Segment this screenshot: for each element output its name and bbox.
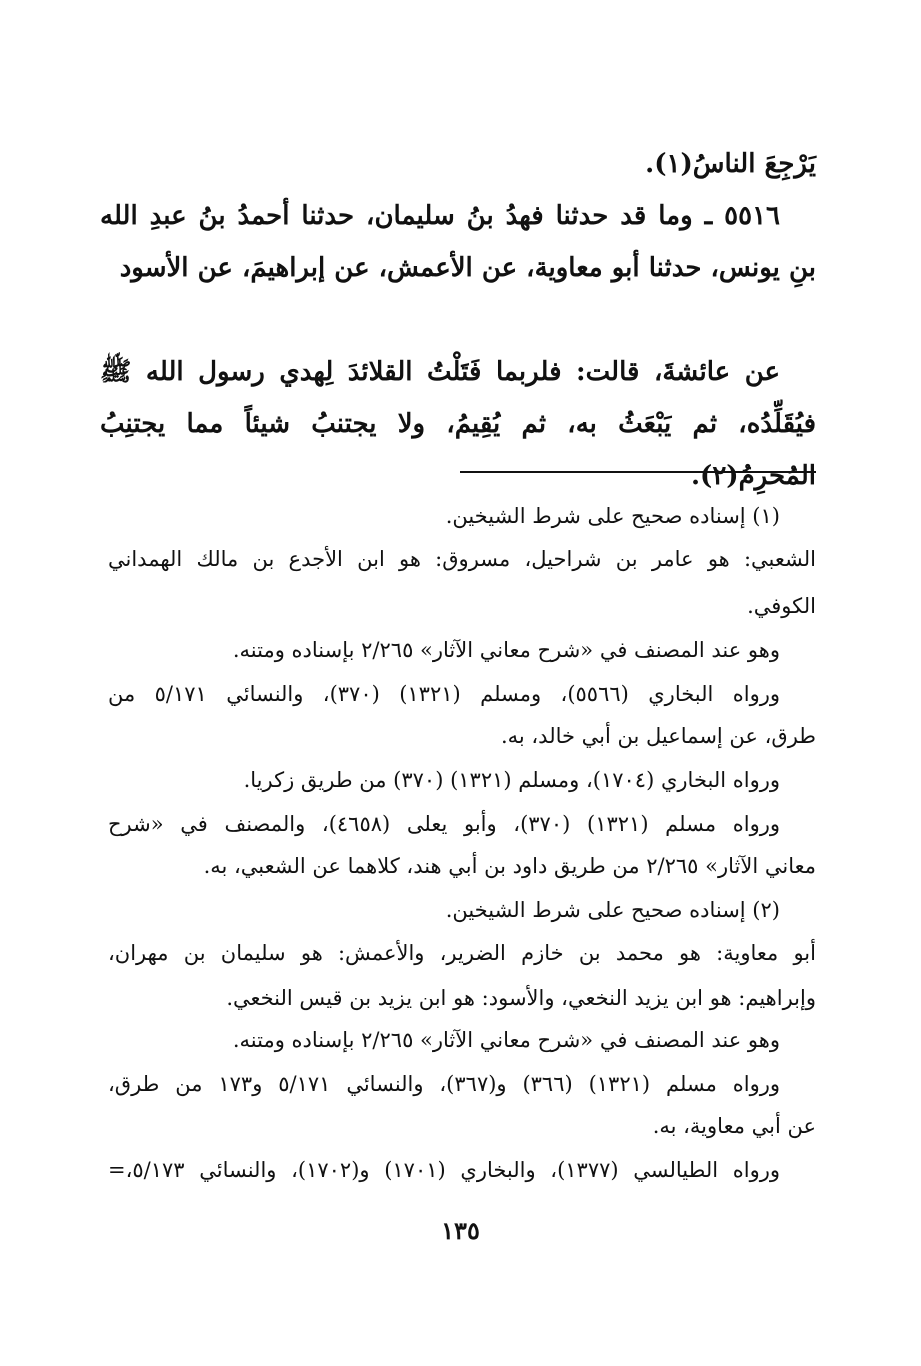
footnote-line: ورواه البخاري (١٧٠٤)، ومسلم (١٣٢١) (٣٧٠) من طريق زكريا. — [243, 768, 780, 792]
main-paragraph-matn: عن عائشةَ، قالت: فلربما فَتَلْتُ القلائدَ لِهدي رسول الله ﷺ فيُقَلِّدُه، ثم يَبْعَثُ به، ثم يُقِيمُ، ولا يجتنبُ شيئاً مما يجتنِبُ المُحرِمُ(٢). — [100, 357, 816, 491]
footnote-line: ورواه البخاري (٥٥٦٦)، ومسلم (١٣٢١) (٣٧٠)، والنسائي ٥/١٧١ من — [108, 682, 780, 706]
footnote-line: وهو عند المصنف في «شرح معاني الآثار» ٢/٢٦٥ بإسناده ومتنه. — [232, 1028, 780, 1052]
footnote-line: معاني الآثار» ٢/٢٦٥ من طريق داود بن أبي هند، كلاهما عن الشعبي، به. — [203, 854, 816, 878]
footnote-line: عن أبي معاوية، به. — [652, 1114, 816, 1138]
footnote-line: أبو معاوية: هو محمد بن خازم الضرير، والأعمش: هو سليمان بن مهران، — [108, 941, 816, 965]
footnote-line: الشعبي: هو عامر بن شراحيل، مسروق: هو ابن الأجدع بن مالك الهمداني — [108, 547, 816, 571]
main-paragraph-1: يَرْجِعَ الناسُ(١). — [645, 149, 816, 179]
footnote-line: ورواه مسلم (١٣٢١) (٣٧٠)، وأبو يعلى (٤٦٥٨)، والمصنف في «شرح — [108, 812, 781, 836]
footnote-line: وإبراهيم: هو ابن يزيد النخعي، والأسود: هو ابن يزيد بن قيس النخعي. — [226, 986, 816, 1010]
footnote-line: طرق، عن إسماعيل بن أبي خالد، به. — [500, 724, 816, 748]
footnote-1-header: (١) إسناده صحيح على شرط الشيخين. — [445, 504, 780, 528]
footnote-2-header: (٢) إسناده صحيح على شرط الشيخين. — [445, 898, 780, 922]
footnote-line: وهو عند المصنف في «شرح معاني الآثار» ٢/٢٦٥ بإسناده ومتنه. — [232, 638, 780, 662]
footnote-line: ورواه الطيالسي (١٣٧٧)، والبخاري (١٧٠١) و(١٧٠٢)، والنسائي ٥/١٧٣،= — [108, 1158, 781, 1182]
main-paragraph-hadith-5516: ٥٥١٦ ـ وما قد حدثنا فهدُ بنُ سليمان، حدثنا أحمدُ بنُ عبدِ الله بنِ يونس، حدثنا أبو معاوية، عن الأعمش، عن إبراهيمَ، عن الأسود — [100, 201, 816, 283]
footnote-divider — [460, 471, 816, 473]
footnote-line: ورواه مسلم (١٣٢١) (٣٦٦) و(٣٦٧)، والنسائي ٥/١٧١ و١٧٣ من طرق، — [108, 1072, 781, 1096]
page-number: ١٣٥ — [441, 1216, 480, 1245]
footnote-line: الكوفي. — [747, 594, 816, 618]
